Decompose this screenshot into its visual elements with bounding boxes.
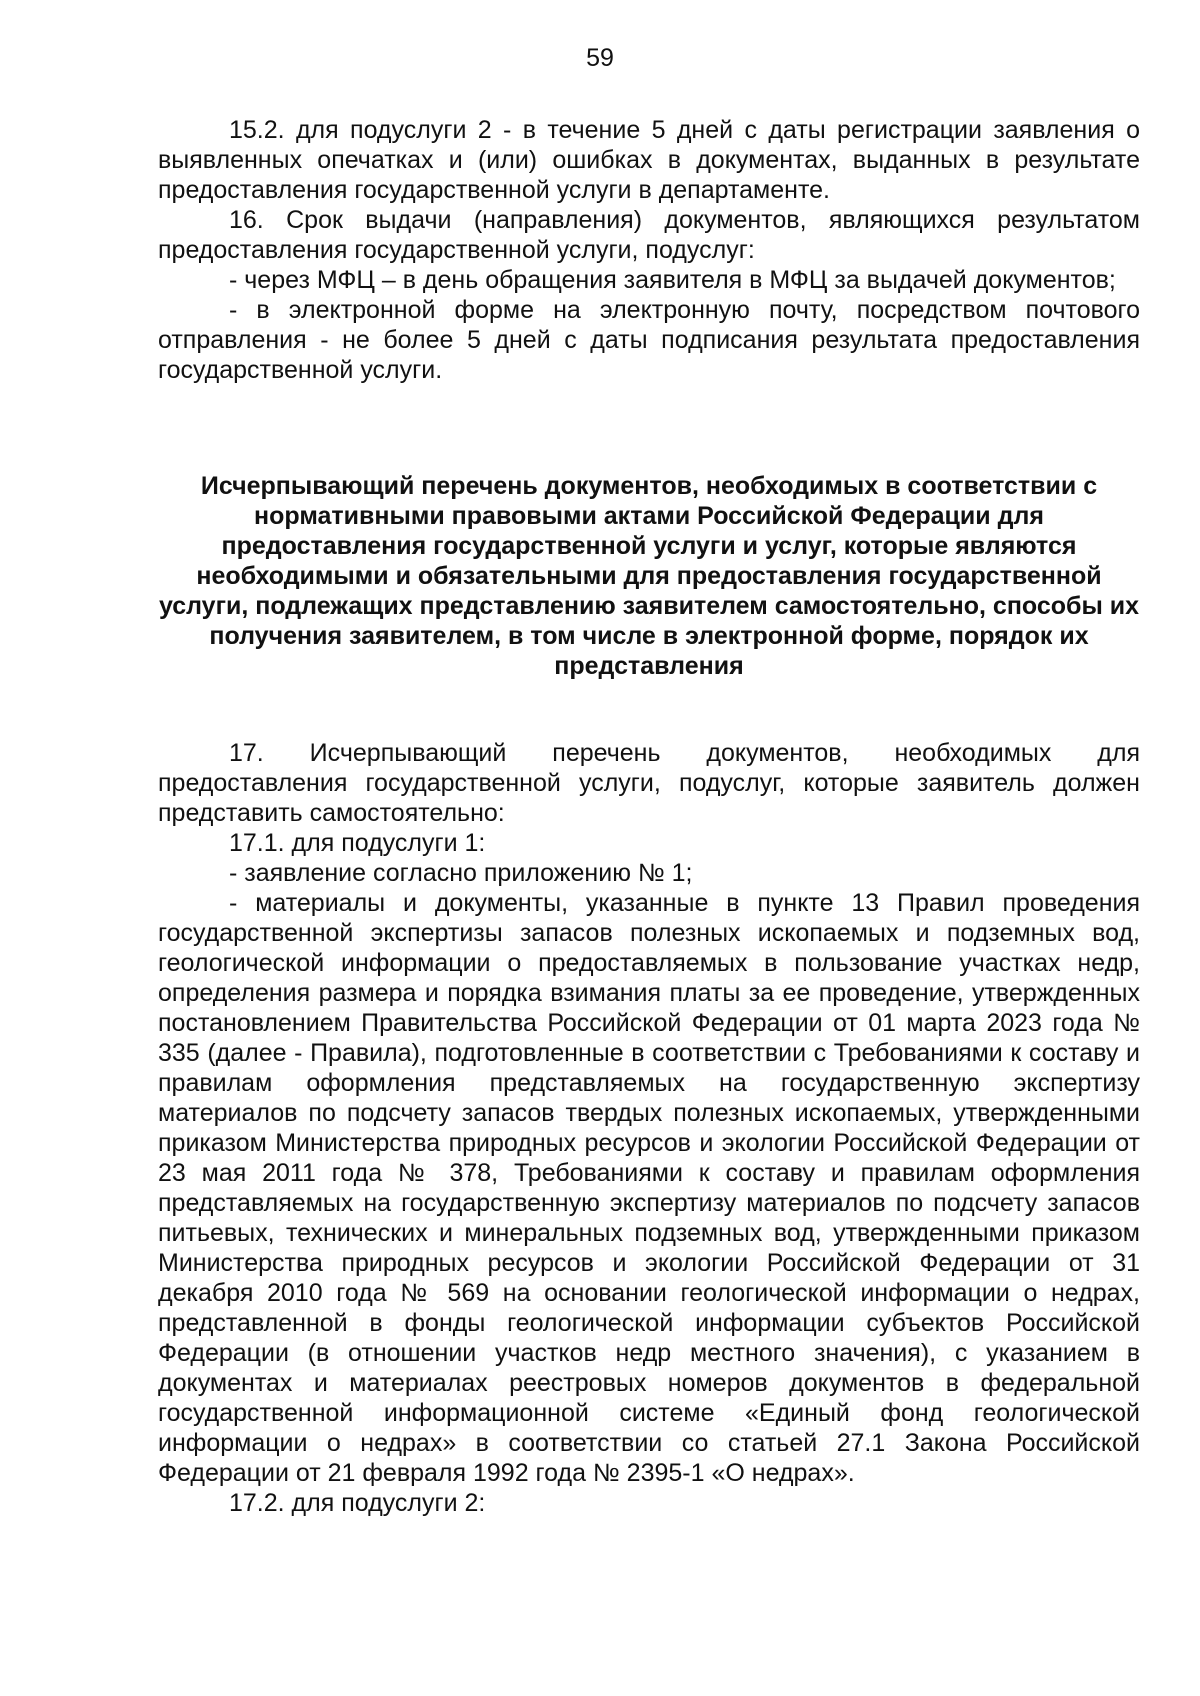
page-number: 59 [586, 44, 614, 72]
paragraph-15-2: 15.2. для подуслуги 2 - в течение 5 дней с даты регистрации заявления о выявленных опечатках и (или) ошибках в документах, выданных в результате предоставления государственной услуги в департаменте. [158, 116, 1140, 204]
paragraph-16: 16. Срок выдачи (направления) документов, являющихся результатом предоставления государственной услуги, подуслуг: [158, 206, 1140, 264]
paragraph-17-1: 17.1. для подуслуги 1: [229, 829, 486, 857]
body-section [158, 738, 1140, 1518]
paragraph-17: 17. Исчерпывающий перечень документов, необходимых для предоставления государственной услуги, подуслуг, которые заявитель должен представить самостоятельно: [158, 739, 1140, 827]
paragraph-17-2: 17.2. для подуслуги 2: [229, 1489, 486, 1517]
section-heading-text: Исчерпывающий перечень документов, необходимых в соответствии с нормативными правовыми актами Российской Федерации для предоставления государственной услуги и услуг, которые являются необходимыми и обязательными для предоставления государственной услуги, подлежащих представлению заявителем самостоятельно, способы их получения заявителем, в том числе в электронной форме, порядок их представления [158, 472, 1140, 680]
top-section [158, 115, 1140, 385]
list-item-materials: - материалы и документы, указанные в пункте 13 Правил проведения государственной экспертизы запасов полезных ископаемых и подземных вод, геологической информации о предоставляемых в пользование участках недр, определения размера и порядка взимания платы за ее проведение, утвержденных постановлением Правительства Российской Федерации от 01 марта 2023 года № 335 (далее - Правила), подготовленные в соответствии с Требованиями к составу и правилам оформления представляемых на государственную экспертизу материалов по подсчету запасов твердых полезных ископаемых, утвержденными приказом Министерства природных ресурсов и экологии Российской Федерации от 23 мая 2011 года № 378, Требованиями к составу и правилам оформления представляемых на государственную экспертизу материалов по подсчету запасов питьевых, технических и минеральных подземных вод, утвержденными приказом Министерства природных ресурсов и экологии Российской Федерации от 31 декабря 2010 года № 569 на основании геологической информации о недрах, представленной в фонды геологической информации субъектов Российской Федерации (в отношении участков недр местного значения), с указанием в документах и материалах реестровых номеров документов в федеральной государственной информационной системе «Единый фонд геологической информации о недрах» в соответствии со статьей 27.1 Закона Российской Федерации от 21 февраля 1992 года № 2395-1 «О недрах». [158, 889, 1140, 1487]
section-heading [158, 471, 1140, 681]
list-item-electronic: - в электронной форме на электронную почту, посредством почтового отправления - не более 5 дней с даты подписания результата предоставления государственной услуги. [158, 296, 1140, 384]
list-item-application: - заявление согласно приложению № 1; [229, 859, 693, 887]
list-item-mfc: - через МФЦ – в день обращения заявителя в МФЦ за выдачей документов; [229, 266, 1116, 294]
